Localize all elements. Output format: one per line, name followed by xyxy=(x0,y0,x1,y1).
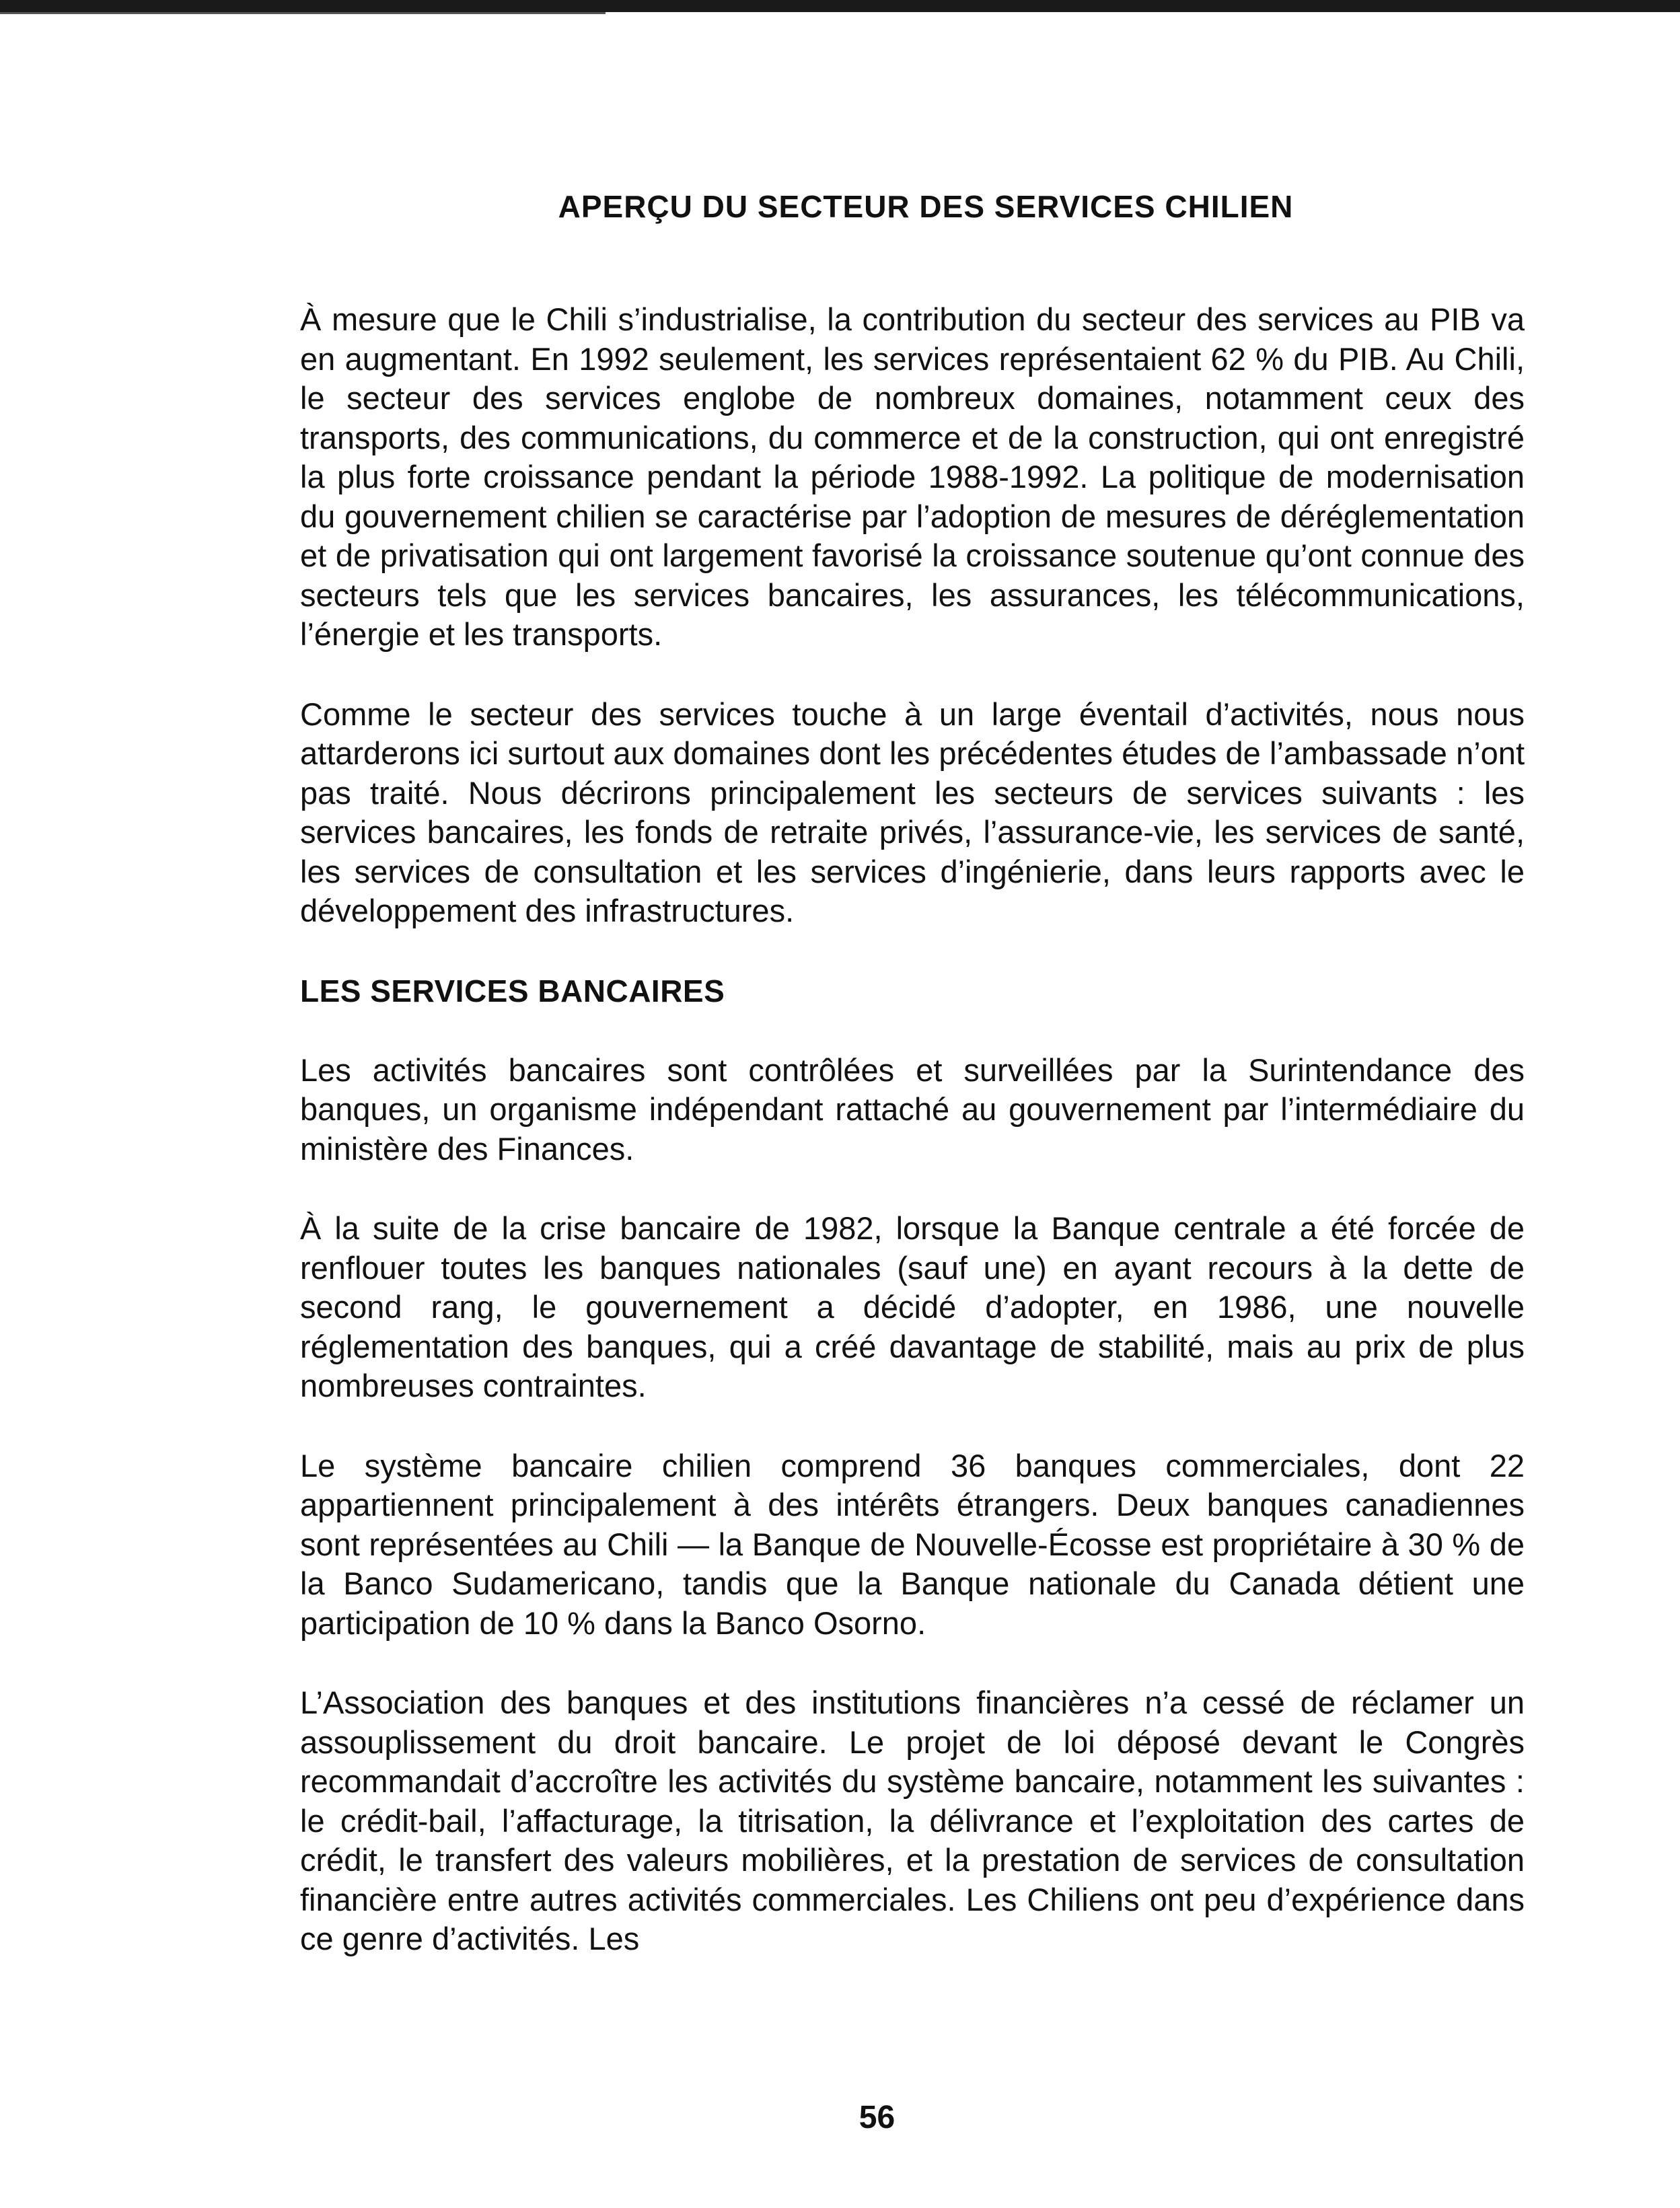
paragraph-association: L’Association des banques et des institutions financières n’a cessé de réclamer un assouplissement du droit bancaire. Le projet de loi déposé devant le Congrès recommandait d’accroître les activités du système bancaire, notamment les suivantes : le crédit-bail, l’affacturage, la titrisation, la délivrance et l’exploitation des cartes de crédit, le transfert des valeurs mobilières, et la prestation de services de consultation financière entre autres activités commerciales. Les Chiliens ont peu d’expérience dans ce genre d’activités. Les xyxy=(300,1685,1525,1956)
paragraph-scope: Comme le secteur des services touche à un large éventail d’activités, nous nous attarderons ici surtout aux domaines dont les précédentes études de l’ambassade n’ont pas traité. Nous décrirons principalement les secteurs de services suivants : les services bancaires, les fonds de retraite privés, l’assurance-vie, les services de santé, les services de consultation et les services d’ingénierie, dans leurs rapports avec le développement des infrastructures. xyxy=(300,696,1525,928)
page-number: 56 xyxy=(859,2100,896,2135)
page-title: APERÇU DU SECTEUR DES SERVICES CHILIEN xyxy=(558,189,1294,224)
section-heading-banking: LES SERVICES BANCAIRES xyxy=(300,973,725,1008)
document-page xyxy=(300,188,1525,1999)
scan-top-border-thin xyxy=(0,12,606,14)
paragraph-crisis: À la suite de la crise bancaire de 1982, lorsque la Banque centrale a été forcée de renflouer toutes les banques nationales (sauf une) en ayant recours à la dette de second rang, le gouvernement a décidé d’adopter, en 1986, une nouvelle réglementation des banques, qui a créé davantage de stabilité, mais au prix de plus nombreuses contraintes. xyxy=(300,1210,1525,1403)
paragraph-intro: À mesure que le Chili s’industrialise, la contribution du secteur des services au PIB va en augmentant. En 1992 seulement, les services représentaient 62 % du PIB. Au Chili, le secteur des services englobe de nombreux domaines, notamment ceux des transports, des communications, du commerce et de la construction, qui ont enregistré la plus forte croissance pendant la période 1988-1992. La politique de modernisation du gouvernement chilien se caractérise par l’adoption de mesures de déréglementation et de privatisation qui ont largement favorisé la croissance soutenue qu’ont connue des secteurs tels que les services bancaires, les assurances, les télécommunications, l’énergie et les transports. xyxy=(300,301,1525,652)
scan-top-border xyxy=(0,0,1680,12)
paragraph-supervision: Les activités bancaires sont contrôlées et surveillées par la Surintendance des banques, un organisme indépendant rattaché au gouvernement par l’intermédiaire du ministère des Finances. xyxy=(300,1052,1525,1167)
paragraph-banking-system: Le système bancaire chilien comprend 36 banques commerciales, dont 22 appartiennent principalement à des intérêts étrangers. Deux banques canadiennes sont représentées au Chili — la Banque de Nouvelle-Écosse est propriétaire à 30 % de la Banco Sudamericano, tandis que la Banque nationale du Canada détient une participation de 10 % dans la Banco Osorno. xyxy=(300,1447,1525,1641)
